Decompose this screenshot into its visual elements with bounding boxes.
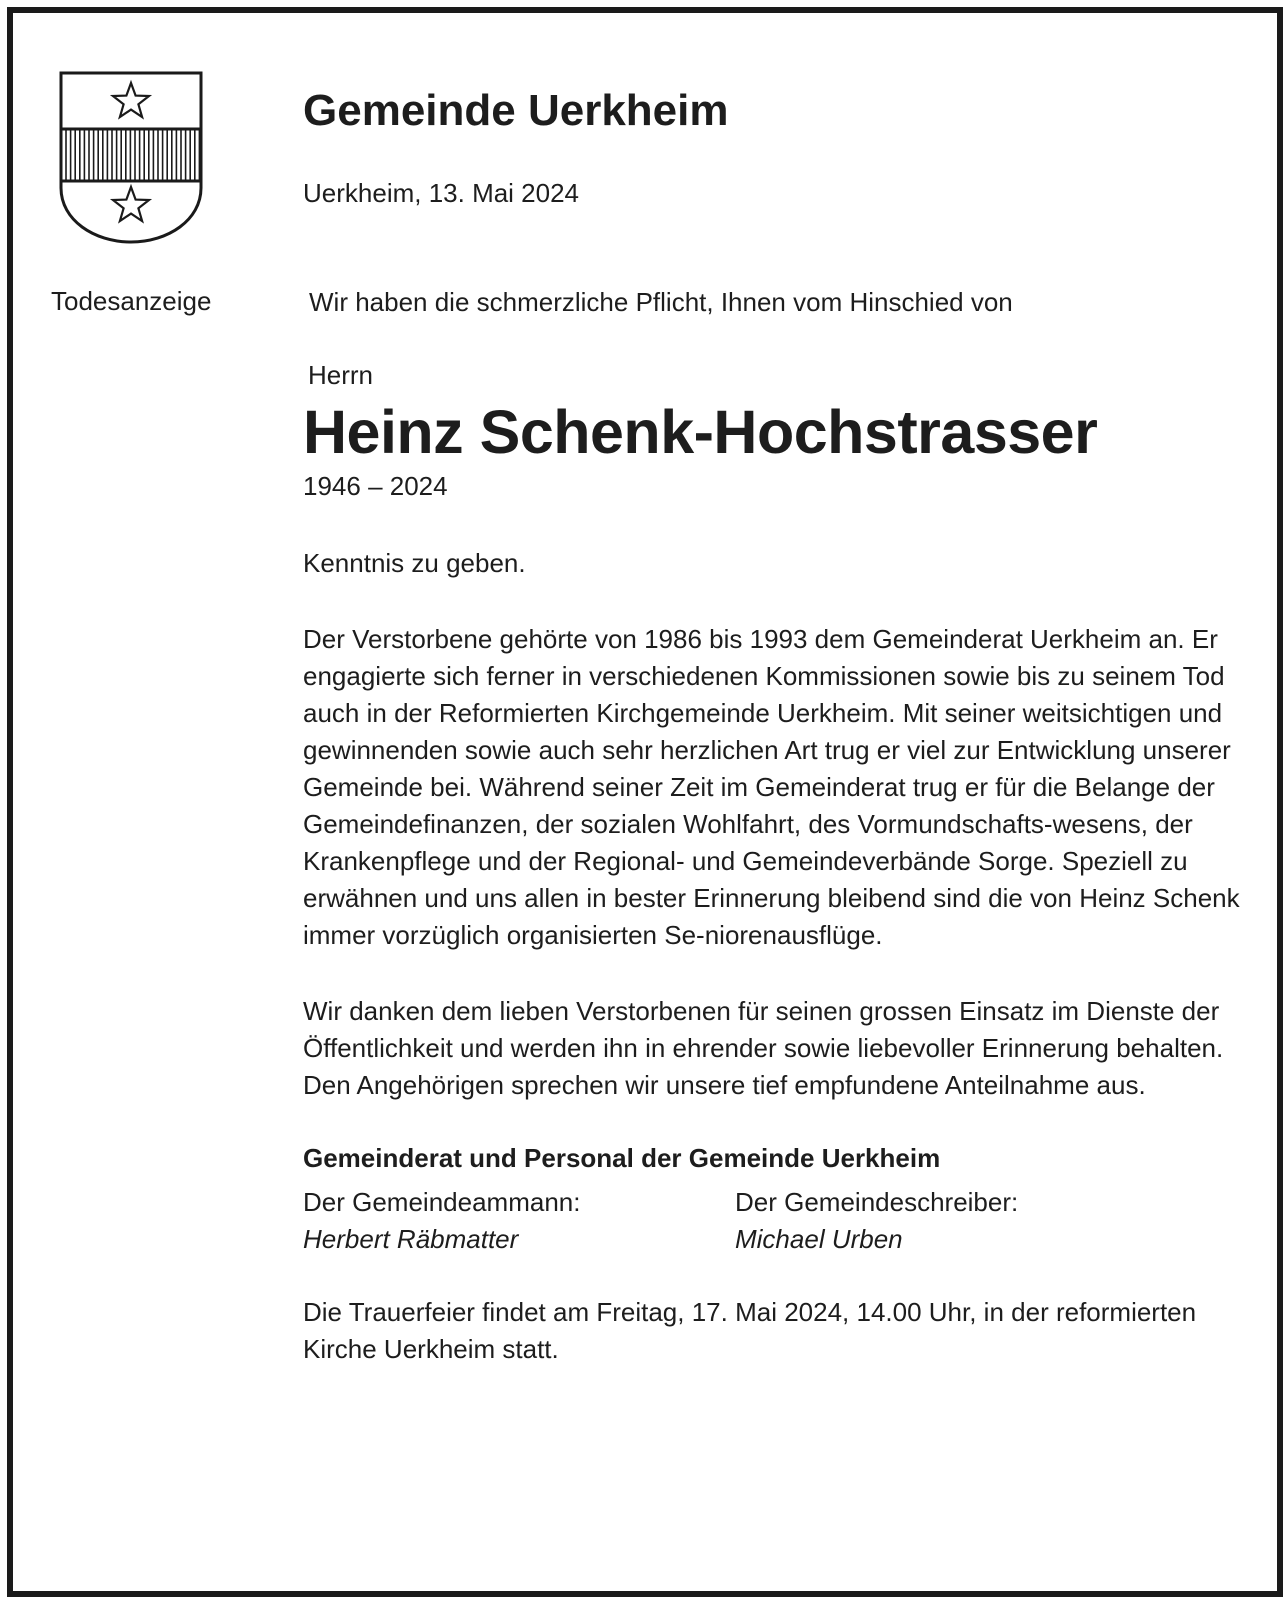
body-paragraph-1: Der Verstorbene gehörte von 1986 bis 1993 dem Gemeinderat Uerkheim an. Er engagierte sich ferner in verschiedenen Kommissionen sowie bis zu seinem Tod auch in der Reformierten Kirchgemeinde Uerkheim. Mit seiner weitsichtigen und gewinnenden sowie auch sehr herzlichen Art trug er viel zur Entwicklung unserer Gemeinde bei. Während seiner Zeit im Gemeinderat trug er für die Belange der Gemeindefinanzen, der sozialen Wohlfahrt, des Vormundschafts-wesens, der Krankenpflege und der Regional- und Gemeindeverbände Sorge. Speziell zu erwähnen und uns allen in bester Erinnerung bleibend sind die von Heinz Schenk immer vorzüglich organisierten Se-niorenausflüge.	[303, 624, 1240, 950]
signature-heading: Gemeinderat und Personal der Gemeinde Uerkheim	[303, 1143, 941, 1173]
salutation: Herrn	[308, 360, 374, 390]
notice-content	[303, 85, 1243, 1368]
life-years: 1946 – 2024	[303, 471, 448, 501]
signer-role-right: Der Gemeindeschreiber:	[735, 1187, 1019, 1217]
signer-name-left: Herbert Räbmatter	[303, 1224, 519, 1254]
body-paragraph-2: Wir danken dem lieben Verstorbenen für seinen grossen Einsatz im Dienste der Öffentlichkeit und werden ihn in ehrender sowie liebevoller Erinnerung behalten. Den Angehörigen sprechen wir unsere tief empfundene Anteilnahme aus.	[303, 996, 1224, 1100]
notice-body	[13, 13, 1277, 1591]
coat-of-arms-icon	[58, 70, 204, 246]
funeral-info: Die Trauerfeier findet am Freitag, 17. Mai 2024, 14.00 Uhr, in der reformierten Kirche Uerkheim statt.	[303, 1297, 1197, 1364]
signature-block	[303, 1184, 1243, 1258]
closing-phrase: Kenntnis zu geben.	[303, 548, 526, 578]
notice-frame	[7, 7, 1283, 1597]
deceased-name: Heinz Schenk-Hochstrasser	[303, 398, 1098, 466]
signer-role-left: Der Gemeindeammann:	[303, 1187, 581, 1217]
page-title: Gemeinde Uerkheim	[303, 86, 729, 135]
signer-name-right: Michael Urben	[735, 1224, 903, 1254]
notice-type-label: Todesanzeige	[51, 286, 212, 316]
intro-text: Wir haben die schmerzliche Pflicht, Ihnen vom Hinschied von	[309, 287, 1013, 317]
place-date: Uerkheim, 13. Mai 2024	[303, 178, 580, 208]
